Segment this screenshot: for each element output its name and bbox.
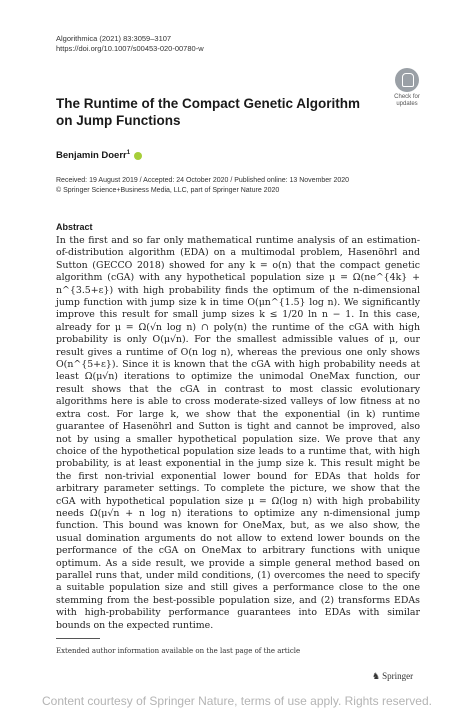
journal-info (56, 34, 204, 54)
abstract-body: In the first and so far only mathematical runtime analysis of an estimation-of-distribution algorithm (EDA) on a multimodal problem, Hasenöhrl and Sutton (GECCO 2018) showed for any k = o(n) that the compact genetic algorithm (cGA) with any hypothetical population size μ = Ω(ne^{4k} + n^{3.5+ε}) with high probability finds the optimum of the n-dimensional jump function with jump size k in time O(μn^{1.5} log n). We significantly improve this result for small jump sizes k ≤ 1/20 ln n − 1. In this case, already for μ = Ω(√n log n) ∩ poly(n) the runtime of the cGA with high probability is only O(μ√n). For the smallest admissible values of μ, our result gives a runtime of O(n log n), whereas the previous one only shows O(n^{5+ε}). Since it is known that the cGA with high probability needs at least Ω(μ√n) iterations to optimize the unimodal OneMax function, our result shows that the cGA in contrast to most classic evolutionary algorithms here is able to cross moderate-sized valleys of low fitness at no extra cost. For large k, we show that the exponential (in k) runtime guarantee of Hasenöhrl and Sutton is tight and cannot be improved, also not by using a smaller hypothetical population size. We prove that any choice of the hypothetical population size leads to a runtime that, with high probability, is at least exponential in the jump size k. This result might be the first non-trivial exponential lower bound for EDAs that holds for arbitrary parameter settings. To complete the picture, we show that the cGA with hypothetical population size μ = Ω(log n) with high probability needs Ω(μ√n + n log n) iterations to optimize any n-dimensional jump function. This bound was known for OneMax, but, as we also show, the usual domination arguments do not allow to extend lower bounds on the performance of the cGA on OneMax to arbitrary functions with unique optimum. As a side result, we provide a simple general method based on parallel runs that, under mild conditions, (1) overcomes the need to specify a suitable population size and still gives a performance close to the one stemming from the best-possible population size, and (2) transforms EDAs with high-probability performance guarantees into EDAs with similar bounds on the expected runtime. (56, 235, 420, 631)
springer-logo (372, 671, 413, 682)
footnote: Extended author information available on the last page of the article (56, 647, 301, 655)
paper-title: The Runtime of the Compact Genetic Algorithm on Jump Functions (56, 96, 361, 128)
author-affiliation-mark: 1 (126, 150, 131, 156)
article-meta (56, 176, 349, 196)
copyright-line: © Springer Science+Business Media, LLC, part of Springer Nature 2020 (56, 187, 280, 194)
publisher-name: Springer (382, 671, 414, 681)
orcid-icon[interactable] (134, 152, 142, 160)
article-dates: Received: 19 August 2019 / Accepted: 24 October 2020 / Published online: 13 November 2020 (56, 177, 350, 184)
badge-label-2: updates (396, 101, 418, 107)
doi-link[interactable]: https://doi.org/10.1007/s00453-020-00780-w (56, 44, 204, 53)
badge-label-1: Check for (394, 94, 420, 100)
author-line (56, 150, 142, 161)
springer-horse-icon: ♞ (372, 671, 381, 681)
footnote-divider (56, 638, 100, 639)
author-name: Benjamin Doerr (56, 150, 127, 162)
check-for-updates-icon (395, 68, 419, 92)
courtesy-watermark: Content courtesy of Springer Nature, terms of use apply. Rights reserved. (42, 694, 432, 708)
check-for-updates-badge[interactable] (388, 68, 426, 108)
abstract-heading: Abstract (56, 222, 93, 232)
journal-citation: Algorithmica (2021) 83:3059–3107 (56, 34, 172, 43)
